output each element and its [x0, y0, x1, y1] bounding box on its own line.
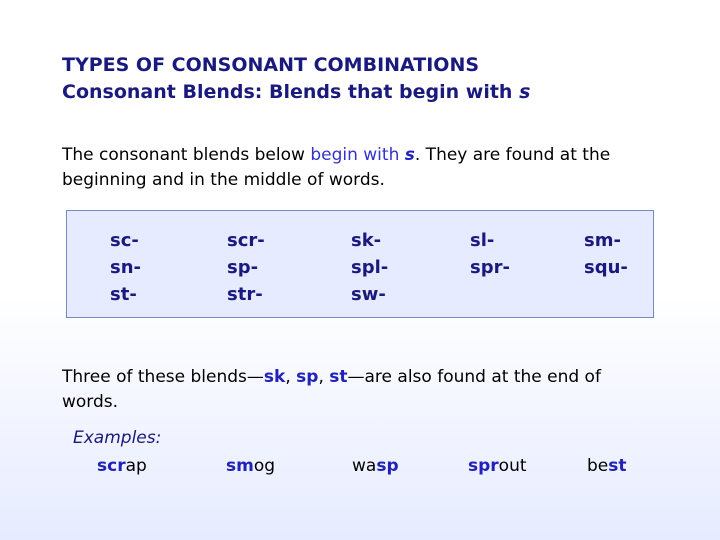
- end-blend-sp: sp: [296, 367, 319, 387]
- blend-item: st-: [110, 284, 137, 305]
- example-pre: be: [587, 456, 609, 476]
- blend-column-4: [470, 227, 510, 281]
- end-blends-paragraph: [62, 365, 662, 415]
- intro-letter-s: s: [404, 145, 415, 165]
- examples-label: Examples:: [73, 428, 162, 448]
- end-text-2: —are also found at the end of words.: [62, 367, 601, 412]
- blend-item: sn-: [110, 257, 141, 278]
- title-line-2-text: Consonant Blends: Blends that begin with: [62, 81, 520, 103]
- example-post: og: [253, 456, 276, 476]
- blend-item: sm-: [584, 230, 621, 251]
- slide-title: [62, 52, 530, 106]
- example-blend: sp: [376, 456, 399, 476]
- end-sep-1: ,: [285, 367, 297, 387]
- blend-item: sp-: [227, 257, 259, 278]
- example-word: [97, 456, 147, 476]
- example-blend: st: [608, 456, 627, 476]
- blend-column-2: [227, 227, 265, 308]
- blend-item: scr-: [227, 230, 265, 251]
- blend-column-1: [110, 227, 141, 308]
- blend-table: [66, 210, 654, 318]
- example-word: [352, 456, 399, 476]
- example-blend: spr: [468, 456, 499, 476]
- example-blend: scr: [97, 456, 126, 476]
- intro-text-2: . They are found at the beginning and in the middle of words.: [62, 145, 611, 190]
- title-letter-s: s: [519, 81, 531, 103]
- blend-item: squ-: [584, 257, 628, 278]
- title-line-2: [62, 79, 530, 106]
- intro-text-1: The consonant blends below: [62, 145, 311, 165]
- blend-column-3: [351, 227, 388, 308]
- blend-item: sc-: [110, 230, 139, 251]
- example-word: [587, 456, 627, 476]
- blend-item: spl-: [351, 257, 389, 278]
- end-text-1: Three of these blends—: [62, 367, 264, 387]
- example-pre: wa: [352, 456, 377, 476]
- example-word: [226, 456, 275, 476]
- example-post: ap: [125, 456, 147, 476]
- example-word: [468, 456, 527, 476]
- end-blend-sk: sk: [263, 367, 286, 387]
- blend-item: spr-: [470, 257, 510, 278]
- end-blend-st: st: [329, 367, 348, 387]
- end-sep-2: ,: [318, 367, 330, 387]
- blend-column-5: [584, 227, 628, 281]
- title-line-1: TYPES OF CONSONANT COMBINATIONS: [62, 54, 480, 76]
- blend-item: sk-: [351, 230, 382, 251]
- blend-item: sl-: [470, 230, 495, 251]
- blend-item: sw-: [351, 284, 386, 305]
- intro-highlight: begin with: [310, 145, 405, 165]
- example-post: out: [498, 456, 527, 476]
- blend-item: str-: [227, 284, 263, 305]
- intro-paragraph: [62, 143, 662, 193]
- example-blend: sm: [226, 456, 254, 476]
